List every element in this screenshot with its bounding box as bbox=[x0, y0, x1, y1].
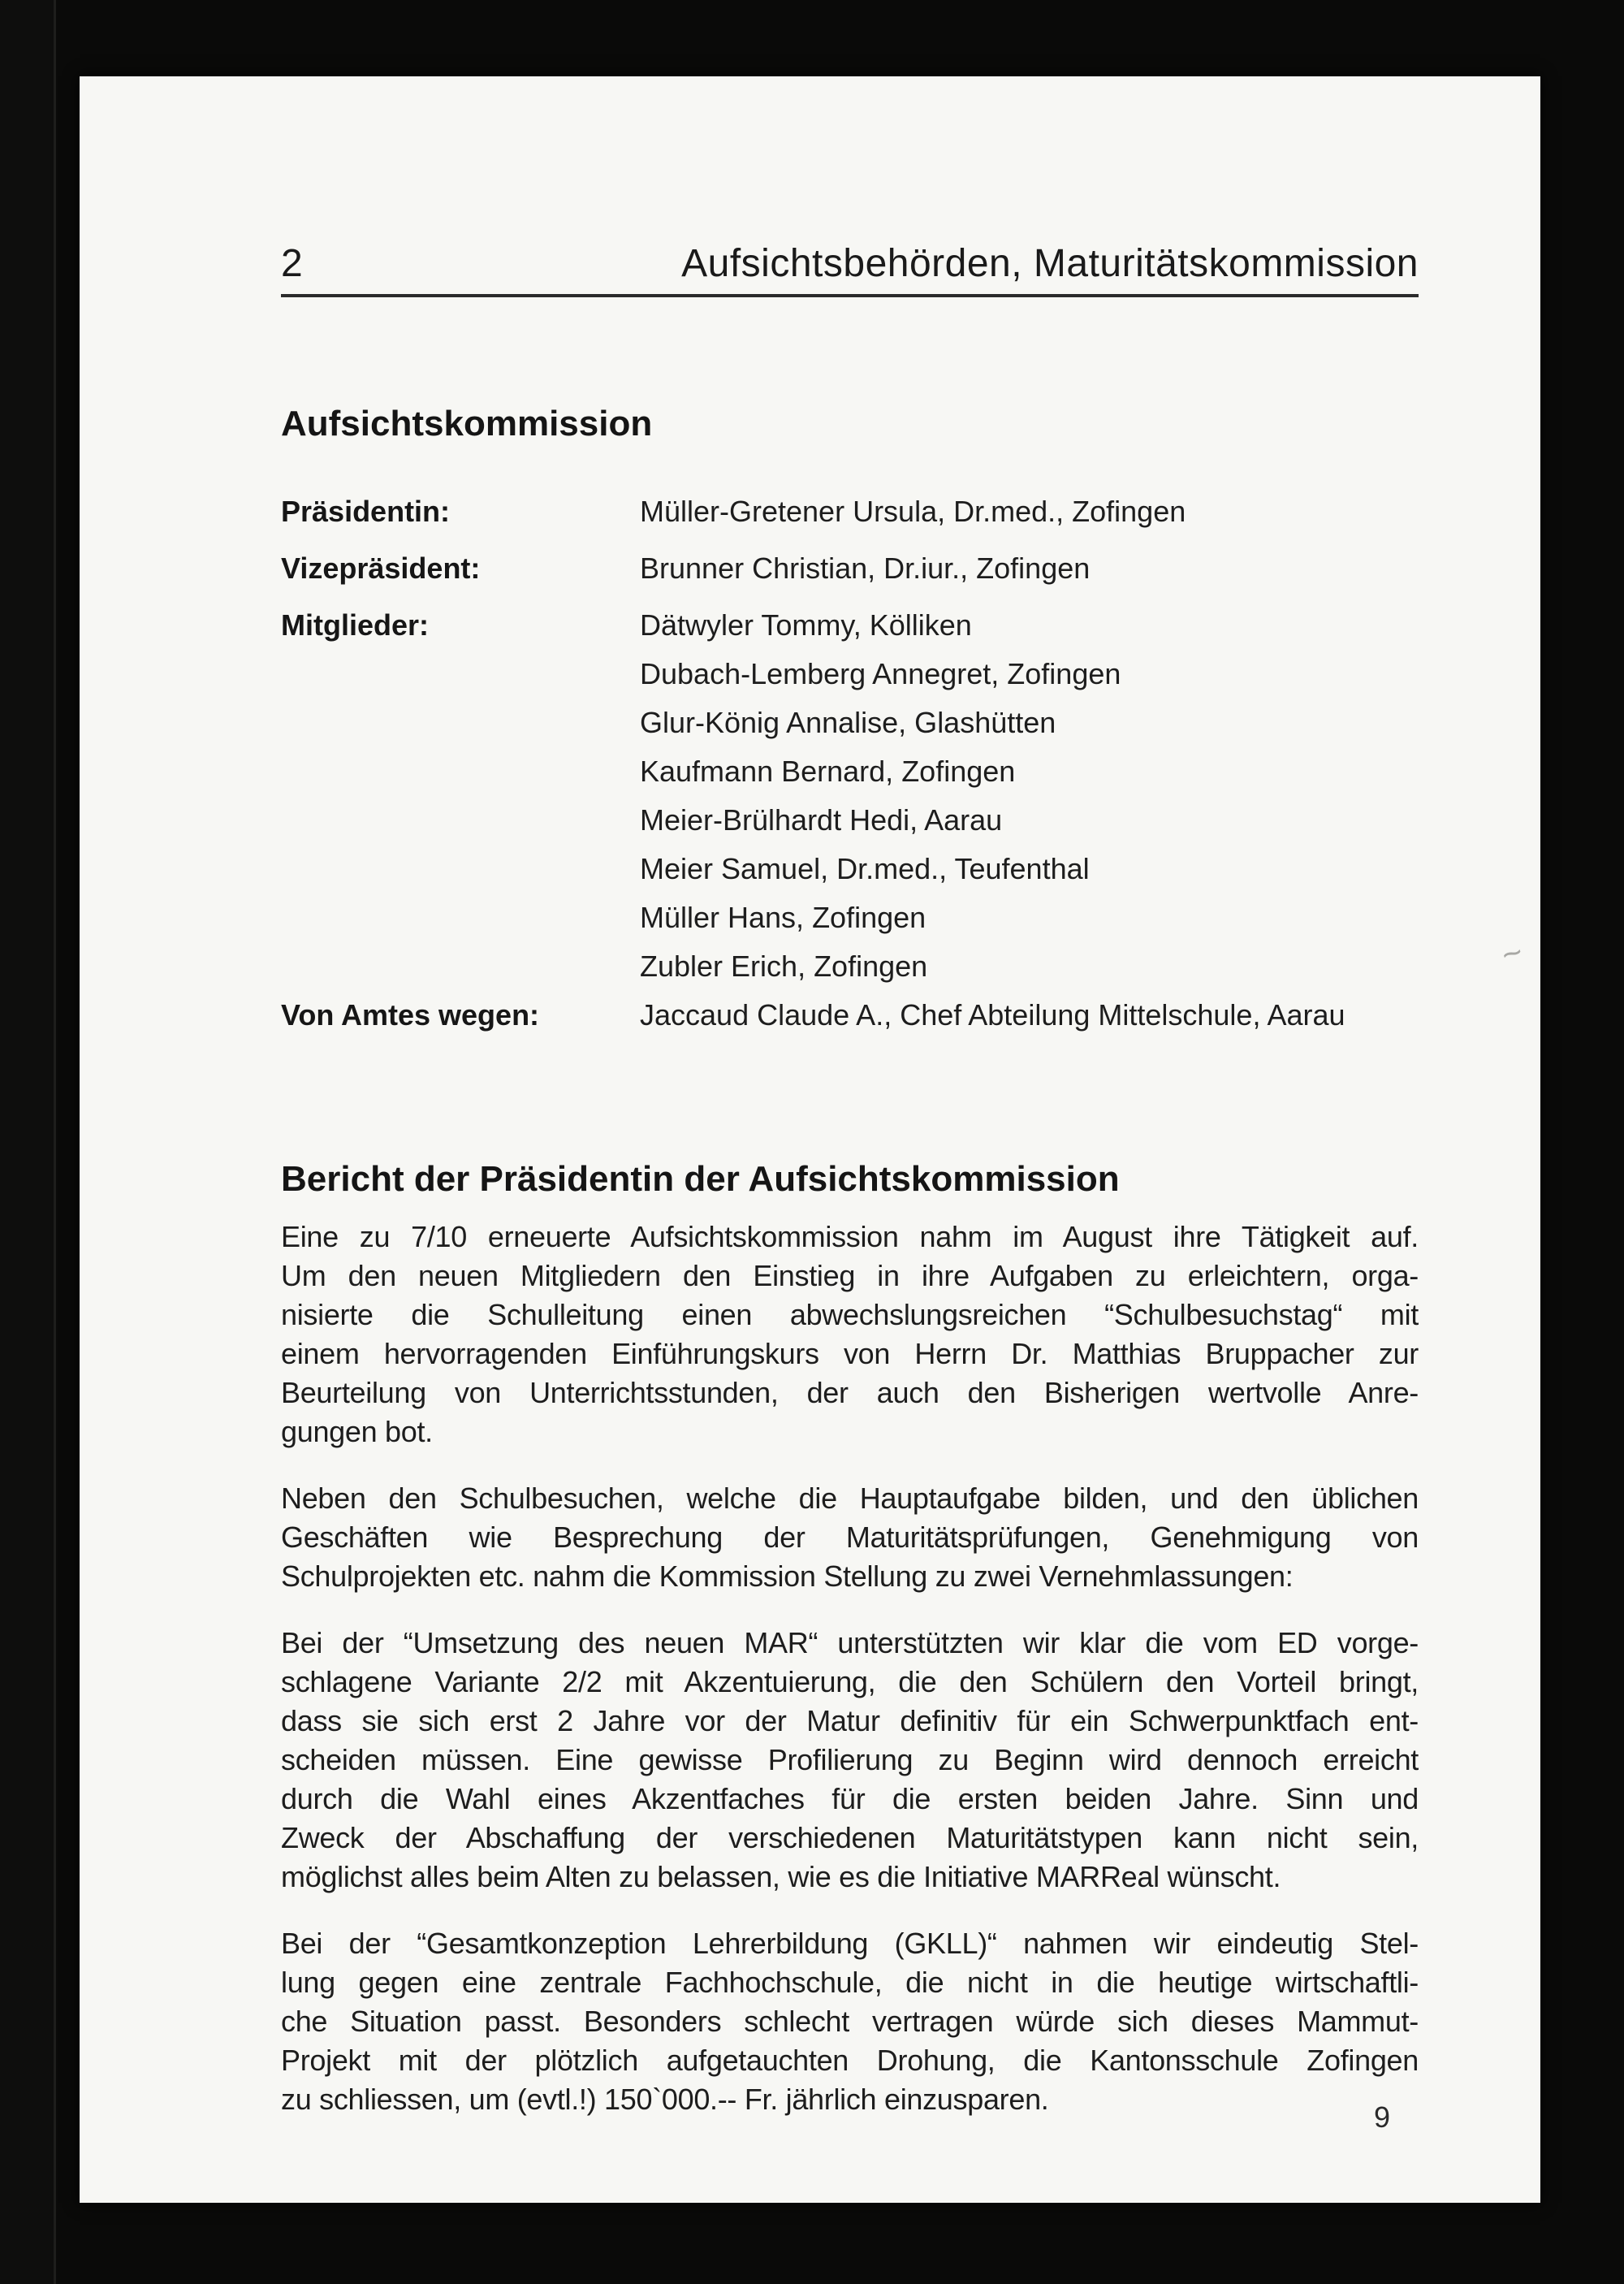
paragraph-line: Um den neuen Mitgliedern den Einstieg in ihre Aufgaben zu erleichtern, orga- bbox=[281, 1259, 1419, 1292]
role-label: Vizepräsident: bbox=[281, 552, 481, 585]
role-value: Meier-Brülhardt Hedi, Aarau bbox=[640, 803, 1003, 837]
role-value: Müller-Gretener Ursula, Dr.med., Zofingen bbox=[640, 495, 1186, 528]
role-value: Jaccaud Claude A., Chef Abteilung Mittelschule, Aarau bbox=[640, 998, 1345, 1032]
paragraph-line: gungen bot. bbox=[281, 1415, 433, 1448]
role-label: Präsidentin: bbox=[281, 495, 451, 528]
chapter-title: Aufsichtsbehörden, Maturitätskommission bbox=[681, 242, 1419, 285]
page-number: 9 bbox=[1373, 2100, 1390, 2134]
chapter-number: 2 bbox=[281, 242, 304, 285]
role-label: Von Amtes wegen: bbox=[281, 998, 540, 1032]
paragraph-line: Zweck der Abschaffung der verschiedenen Maturitätstypen kann nicht sein, bbox=[281, 1821, 1419, 1854]
report-heading: Bericht der Präsidentin der Aufsichtskommission bbox=[281, 1159, 1120, 1199]
paragraph-line: schlagene Variante 2/2 mit Akzentuierung, die den Schülern den Vorteil bringt, bbox=[281, 1665, 1419, 1698]
paragraph-line: Beurteilung von Unterrichtsstunden, der auch den Bisherigen wertvolle Anre- bbox=[281, 1376, 1419, 1409]
role-row bbox=[281, 487, 1419, 536]
role-values bbox=[640, 601, 1419, 991]
role-value: Brunner Christian, Dr.iur., Zofingen bbox=[640, 552, 1091, 585]
document-page bbox=[80, 76, 1540, 2203]
paragraph-line: scheiden müssen. Eine gewisse Profilierung zu Beginn wird dennoch erreicht bbox=[281, 1743, 1419, 1776]
paragraph-line: Eine zu 7/10 erneuerte Aufsichtskommission nahm im August ihre Tätigkeit auf. bbox=[281, 1220, 1419, 1253]
role-row bbox=[281, 601, 1419, 991]
role-value: Müller Hans, Zofingen bbox=[640, 901, 926, 934]
role-values bbox=[640, 544, 1419, 593]
role-values bbox=[640, 991, 1419, 1040]
paragraph-line: Projekt mit der plötzlich aufgetauchten Drohung, die Kantonsschule Zofingen bbox=[281, 2044, 1419, 2077]
report-paragraph-3 bbox=[281, 1624, 1419, 1897]
paragraph-line: Bei der “Gesamtkonzeption Lehrerbildung (GKLL)“ nahmen wir eindeutig Stel- bbox=[281, 1927, 1419, 1960]
role-row bbox=[281, 991, 1419, 1040]
role-row bbox=[281, 544, 1419, 593]
scanner-edge-line bbox=[54, 0, 56, 2284]
role-value: Meier Samuel, Dr.med., Teufenthal bbox=[640, 852, 1090, 885]
role-value: Glur-König Annalise, Glashütten bbox=[640, 706, 1056, 739]
paragraph-line: nisierte die Schulleitung einen abwechslungsreichen “Schulbesuchstag“ mit bbox=[281, 1298, 1419, 1331]
role-value: Kaufmann Bernard, Zofingen bbox=[640, 755, 1016, 788]
paragraph-line: einem hervorragenden Einführungskurs von Herrn Dr. Matthias Bruppacher zur bbox=[281, 1337, 1419, 1370]
role-values bbox=[640, 487, 1419, 536]
role-value: Dubach-Lemberg Annegret, Zofingen bbox=[640, 657, 1121, 690]
paragraph-line: Bei der “Umsetzung des neuen MAR“ unterstützten wir klar die vom ED vorge- bbox=[281, 1626, 1419, 1659]
chapter-header bbox=[281, 242, 1419, 297]
scan-artifact-mark: ~ bbox=[1497, 932, 1528, 975]
role-value: Dätwyler Tommy, Kölliken bbox=[640, 608, 972, 642]
paragraph-line: Schulprojekten etc. nahm die Kommission Stellung zu zwei Vernehmlassungen: bbox=[281, 1559, 1294, 1593]
paragraph-line: dass sie sich erst 2 Jahre vor der Matur definitiv für ein Schwerpunktfach ent- bbox=[281, 1704, 1419, 1737]
scanner-edge-band bbox=[0, 0, 54, 2284]
report-paragraph-4 bbox=[281, 1924, 1419, 2119]
paragraph-line: durch die Wahl eines Akzentfaches für die ersten beiden Jahre. Sinn und bbox=[281, 1782, 1419, 1815]
commission-roles-list bbox=[281, 487, 1419, 1040]
paragraph-line: lung gegen eine zentrale Fachhochschule, die nicht in die heutige wirtschaftli- bbox=[281, 1966, 1419, 1999]
role-label: Mitglieder: bbox=[281, 608, 430, 642]
paragraph-line: zu schliessen, um (evtl.!) 150`000.-- Fr. jährlich einzusparen. bbox=[281, 2083, 1049, 2116]
paragraph-line: möglichst alles beim Alten zu belassen, wie es die Initiative MARReal wünscht. bbox=[281, 1860, 1281, 1893]
report-paragraph-1 bbox=[281, 1218, 1419, 1451]
commission-heading: Aufsichtskommission bbox=[281, 404, 653, 443]
paragraph-line: Geschäften wie Besprechung der Maturitätsprüfungen, Genehmigung von bbox=[281, 1521, 1419, 1554]
role-value: Zubler Erich, Zofingen bbox=[640, 950, 928, 983]
report-paragraph-2 bbox=[281, 1479, 1419, 1596]
paragraph-line: che Situation passt. Besonders schlecht vertragen würde sich dieses Mammut- bbox=[281, 2005, 1419, 2038]
paragraph-line: Neben den Schulbesuchen, welche die Hauptaufgabe bilden, und den üblichen bbox=[281, 1482, 1419, 1515]
